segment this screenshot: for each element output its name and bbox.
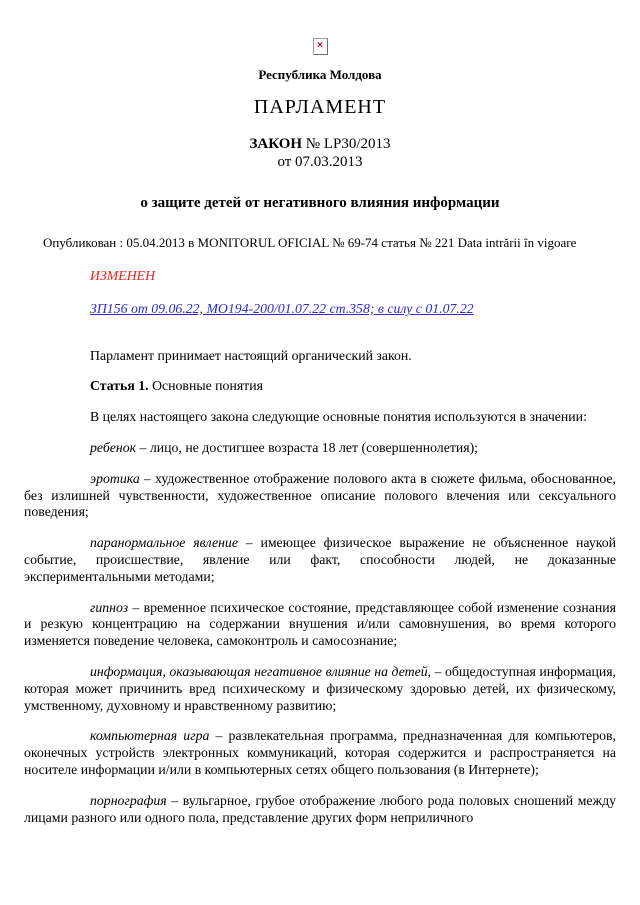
definition-paragraph [24, 440, 616, 457]
header-icon-row [24, 38, 616, 56]
broken-image-icon: × [313, 38, 328, 55]
definition-paragraph [24, 793, 616, 827]
definition-paragraph [24, 664, 616, 714]
amendment-link-row [24, 301, 616, 318]
definition-text: – развлекательная программа, предназначенная для компьютеров, оконечных устройств электронных коммуникаций, которая содержится и распространяется на носителе информации и/или в компьютерных сетях общего пользования (в Интернете); [24, 728, 616, 777]
definition-text: – имеющее физическое выражение не объясненное наукой событие, происшествие, явление или факт, способности людей, не доказанные экспериментальными методами; [24, 535, 616, 584]
law-title: о защите детей от негативного влияния информации [140, 195, 500, 211]
definition-paragraph [24, 471, 616, 521]
intro-paragraph: Парламент принимает настоящий органический закон. [90, 347, 412, 363]
definition-paragraph [24, 600, 616, 650]
definition-term: информация, оказывающая негативное влияние на детей, [90, 663, 432, 679]
definition-text: – временное психическое состояние, представляющее собой изменение сознания и резкую концентрацию на содержании внушения и/или самовнушения, во время которого изменяется поведение человека, самоконтроль и самосознание; [24, 599, 616, 649]
definition-term: компьютерная игра [90, 728, 210, 744]
law-label: ЗАКОН [249, 136, 303, 152]
definition-text: – лицо, не достигшее возраста 18 лет (совершеннолетия); [136, 439, 479, 455]
article-1-label: Статья 1. [90, 378, 149, 394]
republic-heading: Республика Молдова [258, 67, 382, 82]
definition-paragraph [24, 535, 616, 585]
definition-text: – вульгарное, грубое отображение любого рода половых сношений между лицами разного или одного пола, представление других форм неприличного [24, 792, 616, 825]
definition-term: паранормальное явление [90, 535, 238, 551]
law-number-block [24, 135, 616, 171]
definition-text: – художественное отображение полового акта в сюжете фильма, обоснованное, без излишней чувственности, художественное описание полового влечения или сексуального поведения; [24, 470, 616, 520]
lead-paragraph: В целях настоящего закона следующие основные понятия используются в значении: [90, 409, 587, 425]
publication-line: Опубликован : 05.04.2013 в MONITORUL OFICIAL № 69-74 статья № 221 Data intrării în vigoare [43, 235, 577, 250]
law-date: от 07.03.2013 [277, 154, 363, 170]
parliament-heading: ПАРЛАМЕНТ [253, 96, 387, 118]
definition-term: эротика [90, 470, 140, 486]
definition-term: порнография [90, 792, 167, 808]
law-number: № LP30/2013 [305, 136, 391, 152]
amended-status: ИЗМЕНЕН [90, 268, 156, 283]
definition-text: – общедоступная информация, которая может причинить вред психическому и физическому здоровью детей, их физическому, умственному, духовному и нравственному развитию; [24, 663, 617, 713]
article-1-heading [24, 378, 616, 395]
definition-paragraph [24, 728, 616, 778]
amendment-link[interactable]: ЗП156 от 09.06.22, МО194-200/01.07.22 ст.358; в силу с 01.07.22 [90, 300, 474, 316]
article-1-title: Основные понятия [152, 378, 263, 394]
definition-term: ребенок [90, 439, 137, 455]
definition-term: гипноз [90, 599, 129, 615]
law-number-line [24, 135, 616, 153]
